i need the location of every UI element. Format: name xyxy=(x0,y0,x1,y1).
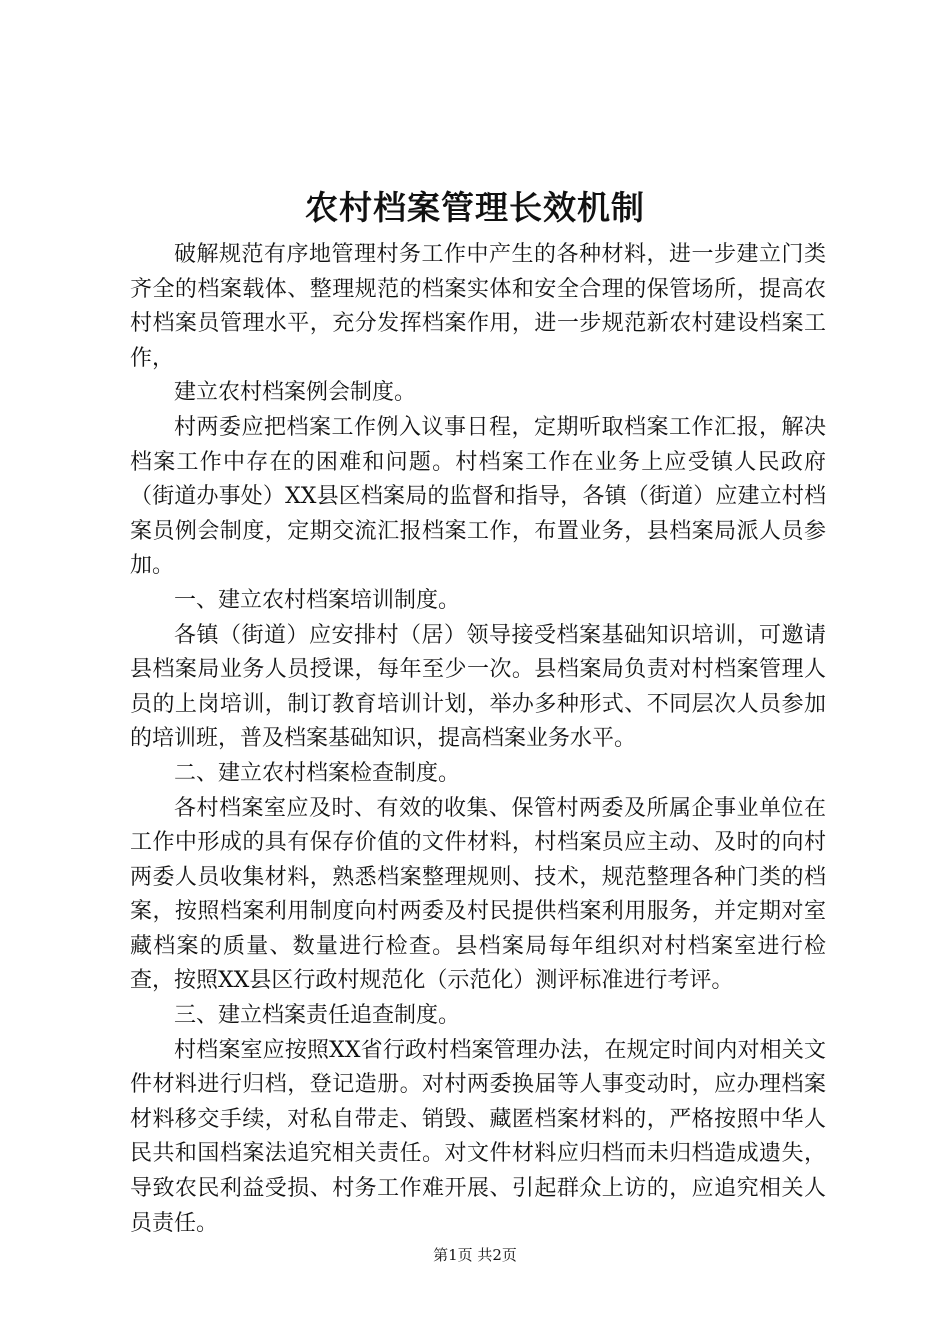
document-title: 农村档案管理长效机制 xyxy=(305,188,645,227)
paragraph-heading-training: 一、建立农村档案培训制度。 xyxy=(174,587,461,613)
paragraph-training-body: 各镇（街道）应安排村（居）领导接受档案基础知识培训，可邀请县档案局业务人员授课，每年至少一次。县档案局负责对村档案管理人员的上岗培训，制订教育培训计划，举办多种形式、不同层次人员参加的培训班，普及档案基础知识，提高档案业务水平。 xyxy=(130,622,826,752)
paragraph-accountability-body: 村档案室应按照XX省行政村档案管理办法，在规定时间内对相关文件材料进行归档，登记造册。对村两委换届等人事变动时，应办理档案材料移交手续，对私自带走、销毁、藏匿档案材料的，严格按照中华人民共和国档案法追究相关责任。对文件材料应归档而未归档造成遗失，导致农民利益受损、村务工作难开展、引起群众上访的，应追究相关人员责任。 xyxy=(130,1037,826,1236)
document-body xyxy=(130,238,826,1241)
paragraph-meeting-body: 村两委应把档案工作例入议事日程，定期听取档案工作汇报，解决档案工作中存在的困难和问题。村档案工作在业务上应受镇人民政府（街道办事处）XX县区档案局的监督和指导，各镇（街道）应建立村档案员例会制度，定期交流汇报档案工作，布置业务，县档案局派人员参加。 xyxy=(130,414,826,579)
page-number-footer: 第1页 共2页 xyxy=(433,1246,517,1264)
paragraph-heading-inspection: 二、建立农村档案检查制度。 xyxy=(174,760,461,786)
paragraph-inspection-body: 各村档案室应及时、有效的收集、保管村两委及所属企事业单位在工作中形成的具有保存价值的文件材料，村档案员应主动、及时的向村两委人员收集材料，熟悉档案整理规则、技术，规范整理各种门类的档案，按照档案利用制度向村两委及村民提供档案利用服务，并定期对室藏档案的质量、数量进行检查。县档案局每年组织对村档案室进行检查，按照XX县区行政村规范化（示范化）测评标准进行考评。 xyxy=(130,795,826,994)
paragraph-heading-accountability: 三、建立档案责任追查制度。 xyxy=(174,1003,461,1029)
paragraph-intro: 破解规范有序地管理村务工作中产生的各种材料，进一步建立门类齐全的档案载体、整理规范的档案实体和安全合理的保管场所，提高农村档案员管理水平，充分发挥档案作用，进一步规范新农村建设档案工作， xyxy=(130,242,826,371)
paragraph-heading-meeting: 建立农村档案例会制度。 xyxy=(174,380,417,406)
